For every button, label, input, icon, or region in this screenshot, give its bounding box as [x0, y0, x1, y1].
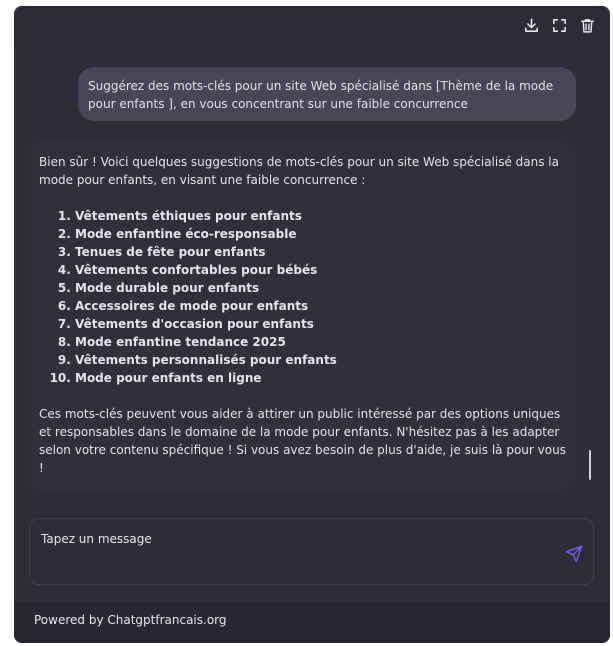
keyword-item: 5. Mode durable pour enfants — [75, 279, 566, 297]
send-button[interactable] — [565, 545, 583, 563]
keyword-item: 10. Mode pour enfants en ligne — [75, 369, 566, 387]
keyword-item: 1. Vêtements éthiques pour enfants — [75, 207, 566, 225]
chat-messages[interactable] — [14, 50, 610, 514]
fullscreen-icon[interactable] — [551, 17, 568, 34]
keyword-item: 2. Mode enfantine éco-responsable — [75, 225, 566, 243]
download-icon[interactable] — [523, 17, 540, 34]
assistant-outro-text: Ces mots-clés peuvent vous aider à attirer un public intéressé par des options uniques et responsables dans le domaine de la mode pour enfants. N'hésitez pas à les adapter selon votre contenu spécifique ! Si vous avez besoin de plus d'aide, je suis là pour vous ! — [39, 407, 566, 475]
message-composer — [29, 518, 594, 585]
powered-by-link[interactable]: Powered by Chatgptfrancais.org — [34, 613, 227, 627]
assistant-intro-text: Bien sûr ! Voici quelques suggestions de mots-clés pour un site Web spécialisé dans la mode pour enfants, en visant une faible concurrence : — [39, 155, 559, 187]
keyword-list — [39, 207, 566, 387]
keyword-item: 6. Accessoires de mode pour enfants — [75, 297, 566, 315]
chat-toolbar — [14, 6, 610, 46]
chat-widget — [14, 6, 610, 643]
user-message — [78, 67, 576, 121]
widget-footer — [14, 602, 610, 643]
message-input[interactable] — [41, 531, 551, 571]
user-message-text: Suggérez des mots-clés pour un site Web spécialisé dans [Thème de la mode pour enfants ], en vous concentrant sur une faible concurrence — [88, 79, 554, 111]
keyword-item: 9. Vêtements personnalisés pour enfants — [75, 351, 566, 369]
keyword-item: 4. Vêtements confortables pour bébés — [75, 261, 566, 279]
keyword-item: 8. Mode enfantine tendance 2025 — [75, 333, 566, 351]
trash-icon[interactable] — [579, 17, 596, 34]
chat-scrollbar[interactable] — [589, 450, 591, 480]
keyword-item: 3. Tenues de fête pour enfants — [75, 243, 566, 261]
send-icon — [565, 545, 583, 563]
toolbar-actions — [523, 17, 596, 34]
keyword-item: 7. Vêtements d'occasion pour enfants — [75, 315, 566, 333]
assistant-message — [26, 142, 576, 490]
